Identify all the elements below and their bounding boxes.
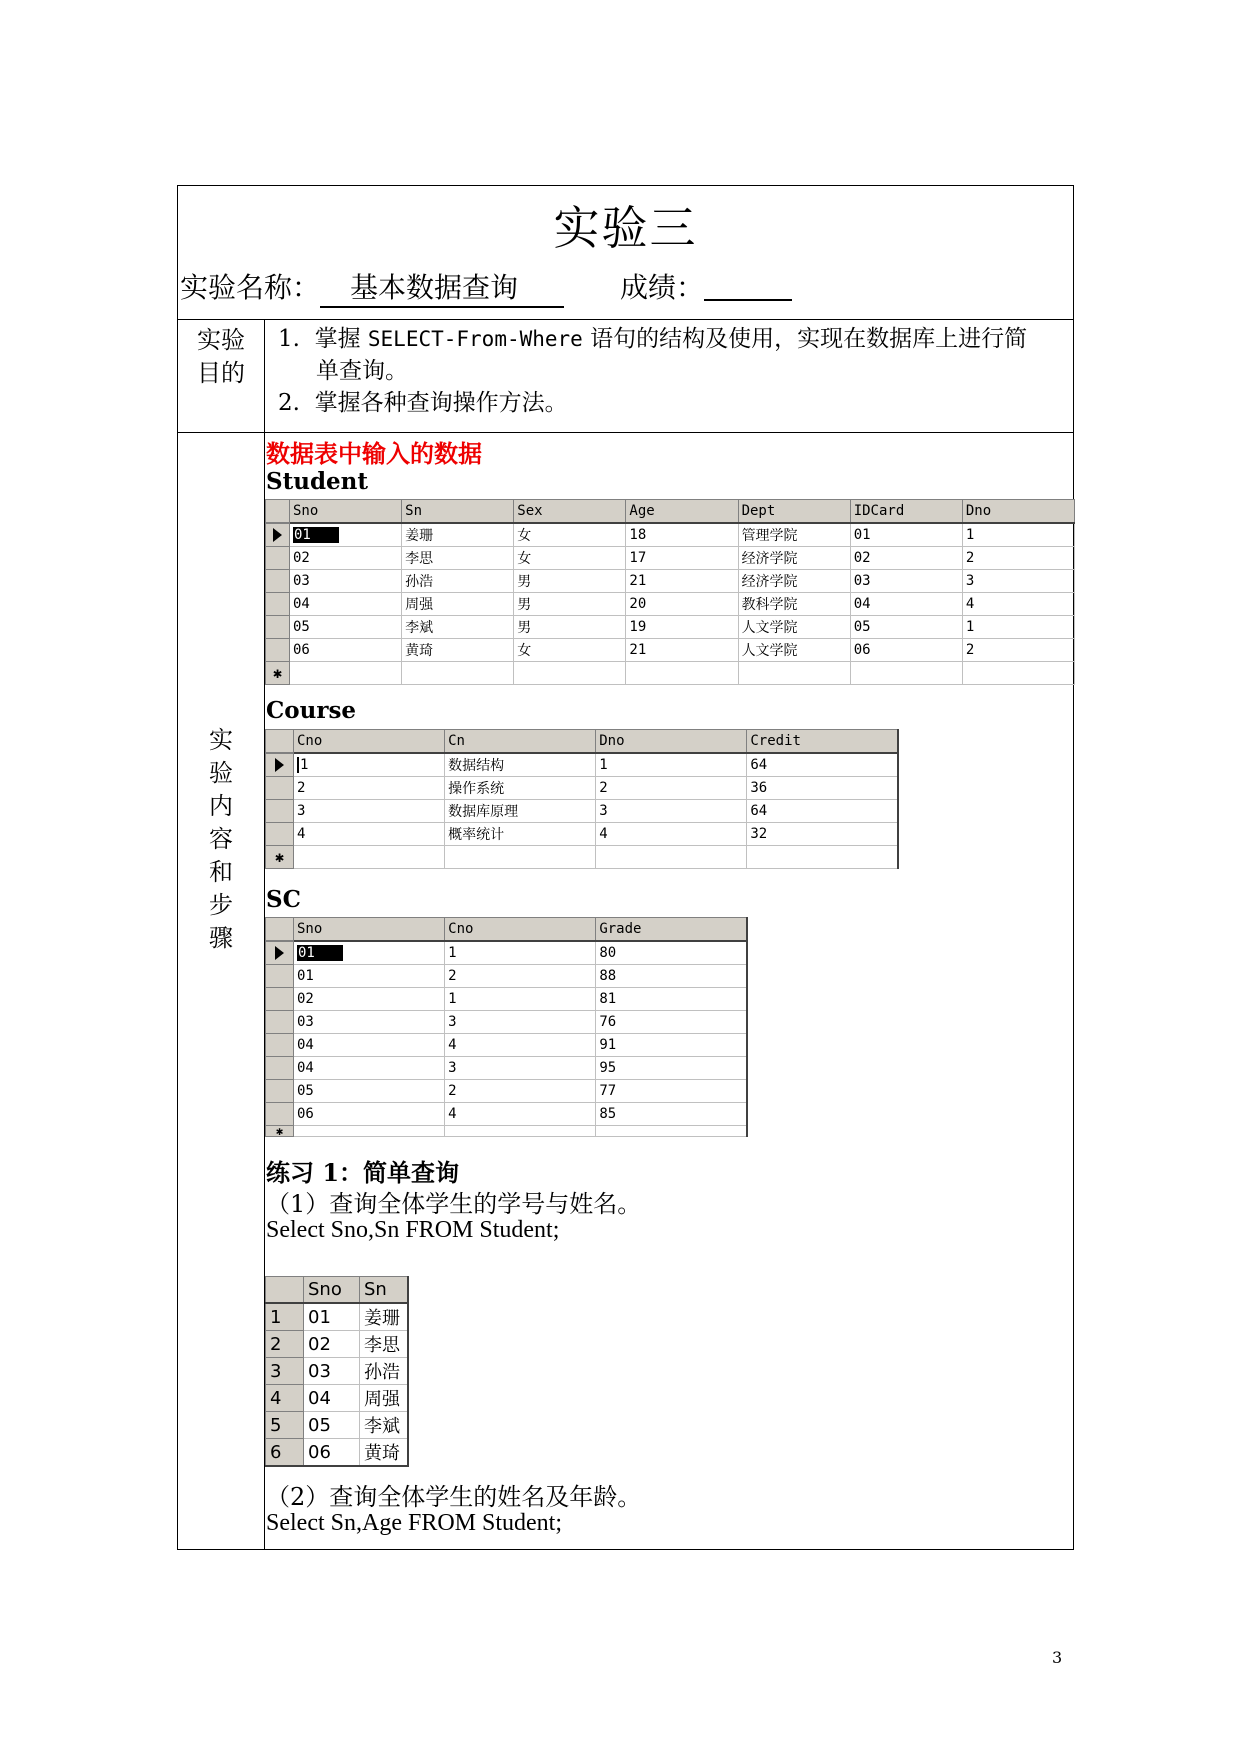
table-cell[interactable]: 01 (294, 941, 445, 965)
table-cell[interactable]: 3 (445, 1057, 596, 1080)
table-row[interactable] (266, 1103, 748, 1126)
content-label: 实 验 内 容 和 步 骤 (209, 726, 233, 952)
table-row[interactable] (266, 570, 1075, 593)
sc-grid (265, 917, 748, 1137)
row-number[interactable]: 4 (266, 1385, 304, 1412)
table-cell[interactable]: 76 (596, 1011, 747, 1034)
table-row[interactable] (266, 1303, 408, 1331)
table-cell[interactable]: 3 (294, 800, 445, 823)
table-cell[interactable]: 1 (294, 753, 445, 777)
row-selector[interactable] (266, 823, 294, 846)
table-cell[interactable]: 80 (596, 941, 747, 965)
table-cell[interactable]: 05 (294, 1080, 445, 1103)
table-row[interactable] (266, 639, 1075, 662)
table-cell[interactable]: 李思 (360, 1331, 408, 1358)
experiment-name-line (180, 266, 792, 308)
table-cell[interactable]: 女 (514, 639, 626, 662)
table-cell[interactable]: 数据库原理 (445, 800, 596, 823)
table-cell[interactable]: 2 (962, 547, 1074, 570)
table-cell[interactable]: 21 (626, 570, 738, 593)
table-cell[interactable]: 20 (626, 593, 738, 616)
table-row[interactable] (266, 1331, 408, 1358)
table-cell[interactable]: 19 (626, 616, 738, 639)
current-row-icon[interactable] (266, 753, 294, 777)
column-header[interactable]: IDCard (850, 500, 962, 524)
question-1: （1）查询全体学生的学号与姓名。 (266, 1190, 642, 1218)
column-header[interactable]: Dept (738, 500, 850, 524)
table-cell[interactable]: 操作系统 (445, 777, 596, 800)
column-header[interactable]: Sn (360, 1277, 408, 1304)
table-cell[interactable]: 77 (596, 1080, 747, 1103)
row-selector-header (266, 500, 290, 524)
table-cell[interactable]: 05 (290, 616, 402, 639)
row-selector-header (266, 918, 294, 942)
row-selector[interactable] (266, 547, 290, 570)
new-row-icon[interactable]: ✱ (266, 1126, 294, 1137)
table-cell[interactable]: 2 (596, 777, 747, 800)
table-row[interactable] (266, 1385, 408, 1412)
table-row[interactable] (266, 523, 1075, 547)
table-cell[interactable]: 男 (514, 616, 626, 639)
content-label-cell (178, 432, 265, 1550)
current-row-icon[interactable] (266, 523, 290, 547)
row-selector[interactable] (266, 639, 290, 662)
table-cell[interactable]: 04 (294, 1057, 445, 1080)
row-selector[interactable] (266, 777, 294, 800)
table-cell[interactable]: 男 (514, 593, 626, 616)
row-number[interactable]: 2 (266, 1331, 304, 1358)
grid-header-row (266, 500, 1075, 524)
table-cell[interactable]: 1 (962, 616, 1074, 639)
table-cell[interactable]: 2 (445, 1080, 596, 1103)
table-cell[interactable]: 2 (962, 639, 1074, 662)
experiment-name-value: 基本数据查询 (320, 266, 564, 308)
table-cell[interactable]: 21 (626, 639, 738, 662)
table-cell[interactable]: 女 (514, 523, 626, 547)
student-table-name: Student (266, 468, 369, 495)
column-header[interactable]: Cno (445, 918, 596, 942)
table-row[interactable] (266, 1057, 748, 1080)
grid-header-row (266, 730, 899, 754)
column-header[interactable]: Dno (962, 500, 1074, 524)
table-row[interactable] (266, 777, 899, 800)
column-header[interactable]: Cn (445, 730, 596, 754)
table-cell[interactable]: 03 (304, 1358, 360, 1385)
new-row[interactable] (266, 1126, 748, 1137)
table-cell[interactable]: 周强 (360, 1385, 408, 1412)
table-cell[interactable]: 05 (304, 1412, 360, 1439)
table-cell[interactable]: 黄琦 (402, 639, 514, 662)
table-row[interactable] (266, 753, 899, 777)
table-cell[interactable]: 3 (962, 570, 1074, 593)
table-cell[interactable]: 4 (445, 1034, 596, 1057)
table-cell[interactable]: 85 (596, 1103, 747, 1126)
sc-table-name: SC (266, 886, 301, 913)
row-selector[interactable] (266, 988, 294, 1011)
title-row (178, 186, 1073, 320)
table-cell[interactable]: 孙浩 (360, 1358, 408, 1385)
row-number[interactable]: 5 (266, 1412, 304, 1439)
exercise-title: 练习 1：简单查询 (266, 1158, 460, 1187)
purpose-item-2: 2. 掌握各种查询操作方法。 (278, 390, 568, 416)
table-row[interactable] (266, 1080, 748, 1103)
query-2-sql: Select Sn,Age FROM Student; (266, 1510, 563, 1536)
table-row[interactable] (266, 1412, 408, 1439)
table-cell[interactable]: 姜珊 (360, 1303, 408, 1331)
experiment-name-label: 实验名称： (180, 271, 321, 304)
table-cell[interactable]: 孙浩 (402, 570, 514, 593)
table-cell[interactable]: 04 (304, 1385, 360, 1412)
table-cell[interactable]: 4 (962, 593, 1074, 616)
table-cell[interactable]: 经济学院 (738, 570, 850, 593)
table-cell[interactable]: 06 (290, 639, 402, 662)
table-cell[interactable]: 管理学院 (738, 523, 850, 547)
row-number[interactable]: 1 (266, 1303, 304, 1331)
row-selector[interactable] (266, 1057, 294, 1080)
table-cell[interactable]: 88 (596, 965, 747, 988)
row-number[interactable]: 3 (266, 1358, 304, 1385)
grade-label: 成绩： (620, 271, 705, 304)
student-grid (265, 499, 1075, 685)
grid-header-row (266, 918, 748, 942)
table-row[interactable] (266, 965, 748, 988)
column-header[interactable]: Sno (290, 500, 402, 524)
table-cell[interactable]: 人文学院 (738, 639, 850, 662)
table-cell[interactable]: 36 (747, 777, 898, 800)
table-cell[interactable]: 2 (445, 965, 596, 988)
new-row-icon[interactable]: ✱ (266, 662, 290, 685)
table-cell[interactable]: 06 (294, 1103, 445, 1126)
query-1-sql: Select Sno,Sn FROM Student; (266, 1217, 560, 1243)
table-cell[interactable]: 04 (850, 593, 962, 616)
column-header[interactable]: Grade (596, 918, 747, 942)
page-title: 实验三 (553, 201, 698, 255)
column-header[interactable]: Sno (304, 1277, 360, 1304)
grade-blank (704, 275, 792, 301)
table-cell[interactable]: 06 (304, 1439, 360, 1467)
table-cell[interactable]: 02 (850, 547, 962, 570)
row-selector[interactable] (266, 965, 294, 988)
purpose-label-cell (178, 319, 265, 432)
table-cell[interactable]: 2 (294, 777, 445, 800)
table-cell[interactable]: 1 (445, 941, 596, 965)
column-header[interactable]: Credit (747, 730, 898, 754)
table-cell[interactable]: 数据结构 (445, 753, 596, 777)
table-row[interactable] (266, 941, 748, 965)
table-cell[interactable]: 17 (626, 547, 738, 570)
table-row[interactable] (266, 547, 1075, 570)
table-cell[interactable]: 1 (962, 523, 1074, 547)
table-cell[interactable]: 95 (596, 1057, 747, 1080)
page-number: 3 (1052, 1648, 1063, 1667)
course-grid (265, 729, 899, 869)
new-row[interactable] (266, 662, 1075, 685)
table-cell[interactable]: 01 (290, 523, 402, 547)
table-cell[interactable]: 3 (445, 1011, 596, 1034)
table-row[interactable] (266, 1034, 748, 1057)
new-row[interactable] (266, 846, 899, 869)
current-row-icon[interactable] (266, 941, 294, 965)
purpose-row (178, 319, 1073, 433)
table-cell[interactable]: 男 (514, 570, 626, 593)
table-cell[interactable]: 教科学院 (738, 593, 850, 616)
question-2: （2）查询全体学生的姓名及年龄。 (266, 1483, 642, 1511)
row-selector[interactable] (266, 1034, 294, 1057)
purpose-item-1-cont: 单查询。 (316, 358, 408, 384)
table-cell[interactable]: 05 (850, 616, 962, 639)
table-cell[interactable]: 06 (850, 639, 962, 662)
table-cell[interactable]: 李斌 (360, 1412, 408, 1439)
row-selector[interactable] (266, 570, 290, 593)
section-title: 数据表中输入的数据 (266, 439, 482, 468)
table-cell[interactable]: 03 (290, 570, 402, 593)
row-number[interactable]: 6 (266, 1439, 304, 1467)
row-selector[interactable] (266, 593, 290, 616)
table-cell[interactable]: 91 (596, 1034, 747, 1057)
column-header[interactable]: Cno (294, 730, 445, 754)
row-selector[interactable] (266, 1103, 294, 1126)
table-cell[interactable]: 04 (290, 593, 402, 616)
table-row[interactable] (266, 800, 899, 823)
table-row[interactable] (266, 988, 748, 1011)
table-cell[interactable]: 02 (294, 988, 445, 1011)
table-row[interactable] (266, 823, 899, 846)
table-cell[interactable]: 概率统计 (445, 823, 596, 846)
table-cell[interactable]: 01 (850, 523, 962, 547)
purpose-item-1: 1. 掌握 SELECT-From-Where 语句的结构及使用，实现在数据库上进行简 (278, 326, 1028, 352)
table-row[interactable] (266, 1011, 748, 1034)
table-cell[interactable]: 81 (596, 988, 747, 1011)
new-row-icon[interactable]: ✱ (266, 846, 294, 869)
column-header[interactable]: Sn (402, 500, 514, 524)
table-cell[interactable]: 周强 (402, 593, 514, 616)
table-cell[interactable]: 4 (445, 1103, 596, 1126)
row-number-header (266, 1277, 304, 1304)
table-cell[interactable]: 李斌 (402, 616, 514, 639)
table-row[interactable] (266, 1358, 408, 1385)
table-cell[interactable]: 04 (294, 1034, 445, 1057)
content-row (178, 432, 1073, 1550)
table-cell[interactable]: 经济学院 (738, 547, 850, 570)
query-1-result-grid (265, 1276, 409, 1467)
table-cell[interactable]: 02 (304, 1331, 360, 1358)
column-header[interactable]: Sex (514, 500, 626, 524)
table-cell[interactable]: 03 (294, 1011, 445, 1034)
course-table-name: Course (266, 697, 357, 724)
table-cell[interactable]: 32 (747, 823, 898, 846)
table-cell[interactable]: 18 (626, 523, 738, 547)
row-selector[interactable] (266, 1011, 294, 1034)
purpose-list (278, 323, 1027, 419)
grid-header-row (266, 1277, 408, 1304)
table-row[interactable] (266, 616, 1075, 639)
column-header[interactable]: Dno (596, 730, 747, 754)
table-cell[interactable]: 李思 (402, 547, 514, 570)
row-selector[interactable] (266, 616, 290, 639)
table-cell[interactable]: 01 (304, 1303, 360, 1331)
row-selector-header (266, 730, 294, 754)
table-cell[interactable]: 64 (747, 800, 898, 823)
column-header[interactable]: Sno (294, 918, 445, 942)
column-header[interactable]: Age (626, 500, 738, 524)
table-row[interactable] (266, 1439, 408, 1467)
table-cell[interactable]: 02 (290, 547, 402, 570)
table-cell[interactable]: 姜珊 (402, 523, 514, 547)
experiment-form (177, 185, 1074, 1550)
table-cell[interactable]: 1 (596, 753, 747, 777)
table-cell[interactable]: 女 (514, 547, 626, 570)
table-cell[interactable]: 黄琦 (360, 1439, 408, 1467)
table-cell[interactable]: 1 (445, 988, 596, 1011)
table-cell[interactable]: 4 (596, 823, 747, 846)
table-cell[interactable]: 03 (850, 570, 962, 593)
table-cell[interactable]: 4 (294, 823, 445, 846)
table-cell[interactable]: 64 (747, 753, 898, 777)
table-cell[interactable]: 3 (596, 800, 747, 823)
row-selector[interactable] (266, 1080, 294, 1103)
table-cell[interactable]: 01 (294, 965, 445, 988)
row-selector[interactable] (266, 800, 294, 823)
table-row[interactable] (266, 593, 1075, 616)
table-cell[interactable]: 人文学院 (738, 616, 850, 639)
purpose-label: 实验 目的 (197, 326, 245, 387)
